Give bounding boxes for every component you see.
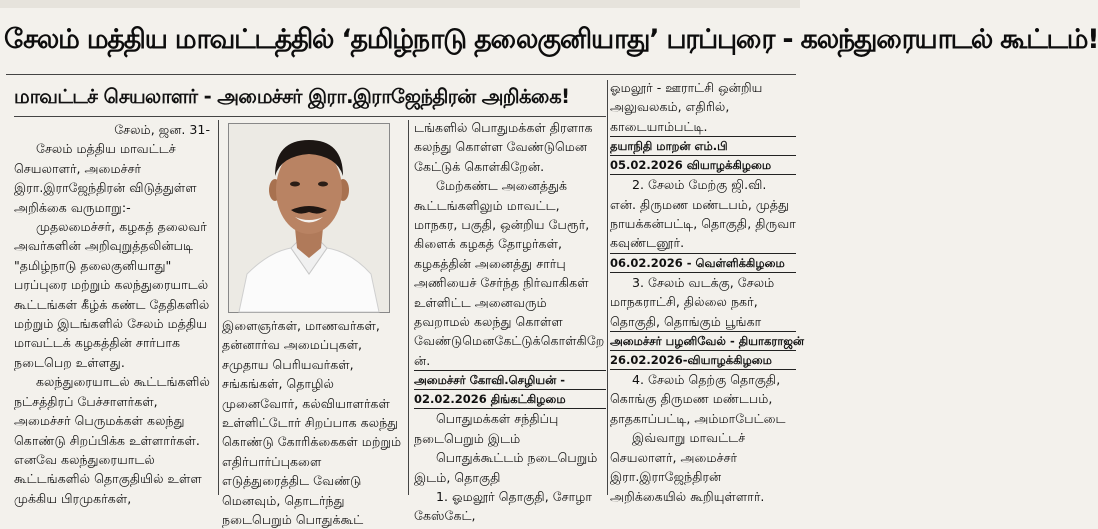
schedule-date: 02.02.2026 திங்கட்கிழமை <box>414 390 606 409</box>
schedule-date: 26.02.2026-வியாழக்கிழமை <box>610 351 796 370</box>
dateline: சேலம், ஜன. 31- <box>114 122 210 137</box>
paragraph: 3. சேலம் வடக்கு, சேலம் மாநகராட்சி, தில்லை நகர், தொகுதி, தொங்கும் பூங்கா <box>610 274 775 329</box>
paragraph: இளைஞர்கள், மாணவர்கள், தன்னார்வ அமைப்புகள், சமுதாய பெரியவர்கள், சங்கங்கள், தொழில் முனைவோர், கல்வியாளர்கள் உள்ளிட்டோர் சிறப்பாக கலந்து கொண்டு கோரிக்கைகள் மற்றும் எதிர்பார்ப்புகளை எடுத்துரைத்திட வேண்டு மெனவும், தொடர்ந்து நடைபெறும் பொதுக்கூட் <box>222 318 402 528</box>
headline: சேலம் மத்திய மாவட்டத்தில் ‘தமிழ்நாடு தலைகுனியாது’ பரப்புரை - கலந்துரையாடல் கூட்டம்! <box>4 24 1098 55</box>
column-rule-1 <box>218 120 219 495</box>
schedule-date: 05.02.2026 வியாழக்கிழமை <box>610 156 796 175</box>
paragraph: டங்களில் பொதுமக்கள் திரளாக கலந்து கொள்ள வேண்டுமென கேட்டுக் கொள்கிறேன். <box>414 120 593 174</box>
article-column-3 <box>414 118 606 524</box>
paragraph: சேலம் மத்திய மாவட்டச் செயலாளர், அமைச்சர் இரா.இராஜேந்திரன் விடுத்துள்ள அறிக்கை வருமாறு:- <box>14 141 197 215</box>
article-column-4 <box>610 78 805 504</box>
paragraph: 2. சேலம் மேற்கு ஜி.வி. என். திருமண மண்டபம், முத்து நாயக்கன்பட்டி, தொகுதி, திருவா கவுண்டனூர். <box>610 177 796 251</box>
top-strip <box>0 0 800 8</box>
headline-rule <box>6 74 796 75</box>
schedule-speaker: அமைச்சர் பழனிவேல் - தியாகராஜன் <box>610 331 796 351</box>
paragraph: இவ்வாறு மாவட்டச் செயலாளர், அமைச்சர் இரா.இராஜேந்திரன் அறிக்கையில் கூறியுள்ளார். <box>610 430 765 504</box>
schedule-speaker: தயாநிதி மாறன் எம்.பி <box>610 136 796 156</box>
schedule-date: 06.02.2026 - வெள்ளிக்கிழமை <box>610 253 796 273</box>
portrait-photo-icon <box>229 124 389 312</box>
schedule-speaker: அமைச்சர் கோவி.செழியன் - <box>414 370 606 390</box>
paragraph: 4. சேலம் தெற்கு தொகுதி, கொங்கு திருமண மண்டபம், தாதகாப்பட்டி, அம்மாபேட்டை <box>610 372 786 426</box>
subheadline: மாவட்டச் செயலாளர் - அமைச்சர் இரா.இராஜேந்திரன் அறிக்கை! <box>14 85 570 108</box>
paragraph: ஓமலூர் - ஊராட்சி ஒன்றிய அலுவலகம், எதிரில், காடையாம்பட்டி. <box>610 80 763 134</box>
column-rule-3 <box>607 80 608 495</box>
paragraph: மேற்கண்ட அனைத்துக் கூட்டங்களிலும் மாவட்ட, மாநகர, பகுதி, ஒன்றிய பேரூர், கிளைக் கழகத் தோழர்கள், கழகத்தின் அனைத்து சார்பு அணியைச் சேர்ந்த நிர்வாகிகள் உள்ளிட்ட அனைவரும் தவறாமல் கலந்து கொள்ள வேண்டுமெனகேட்டுக்கொள்கிறேன். <box>414 178 605 368</box>
subhead-rule <box>14 116 606 117</box>
column-rule-2 <box>408 120 409 495</box>
paragraph: முதலமைச்சர், கழகத் தலைவர் அவர்களின் அறிவுறுத்தலின்படி "தமிழ்நாடு தலைகுனியாது" பரப்புரை மற்றும் கலந்துரையாடல் கூட்டங்கள் கீழ்க் கண்ட தேதிகளில் மற்றும் இடங்களில் சேலம் மத்திய மாவட்டக் கழகத்தின் சார்பாக நடைபெற உள்ளது. <box>14 219 210 370</box>
article-column-1 <box>14 120 214 506</box>
paragraph: பொதுக்கூட்டம் நடைபெறும் இடம், தொகுதி <box>414 450 598 485</box>
paragraph: கலந்துரையாடல் கூட்டங்களில் நட்சத்திரப் பேச்சாளர்கள், அமைச்சர் பெருமக்கள் கலந்து கொண்டு சிறப்பிக்க உள்ளார்கள். எனவே கலந்துரையாடல் கூட்டங்களில் தொகுதியில் உள்ள முக்கிய பிரமுகர்கள், <box>14 374 210 506</box>
paragraph: பொதுமக்கள் சந்திப்பு நடைபெறும் இடம் <box>414 411 559 446</box>
article-column-2 <box>222 316 404 528</box>
minister-photo <box>228 123 390 313</box>
paragraph: 1. ஓமலூர் தொகுதி, சோழா கேஸ்கேட், <box>414 488 592 524</box>
